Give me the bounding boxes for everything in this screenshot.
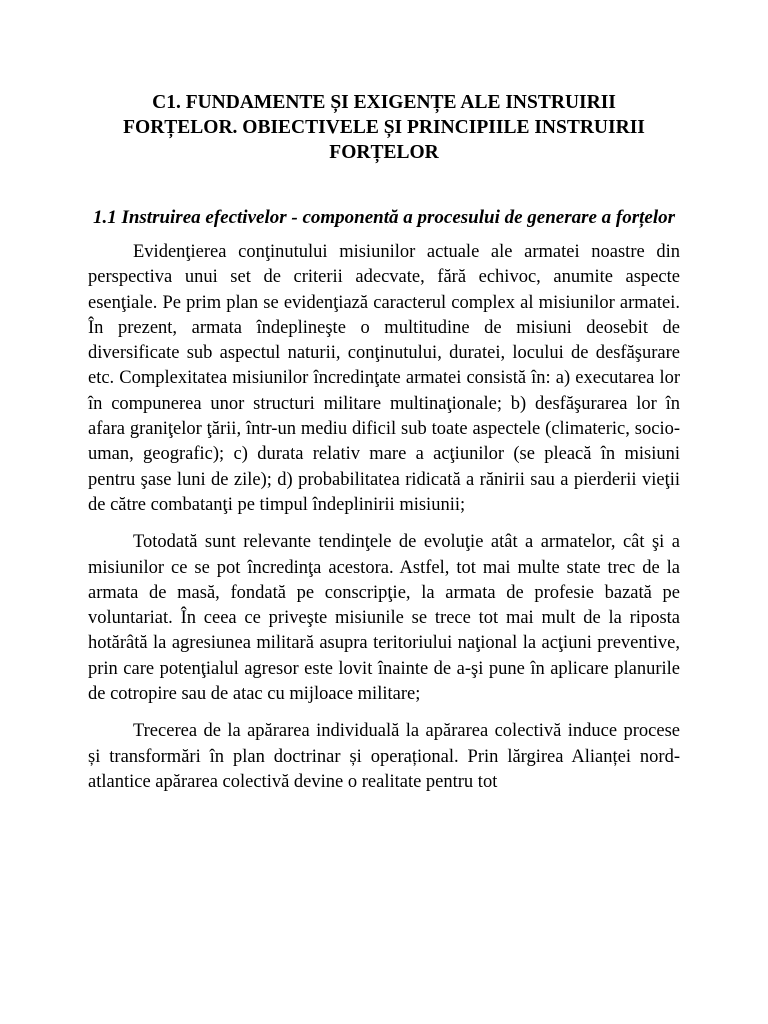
paragraph-2: Totodată sunt relevante tendinţele de evoluţie atât a armatelor, cât şi a misiunilor ce se pot încredinţa acestora. Astfel, tot mai multe state trec de la armata de masă, fondată pe conscripţie, la armata de profesie bazată pe voluntariat. În ceea ce priveşte misiunile se trece tot mai mult de la riposta hotărâtă la agresiunea militară asupra teritoriului naţional la acţiuni preventive, prin care potenţialul agresor este lovit înainte de a-şi pune în aplicare planurile de cotropire sau de atac cu mijloace militare; <box>88 532 680 705</box>
paragraph-3: Trecerea de la apărarea individuală la apărarea colectivă induce procese și transformări în plan doctrinar și operațional. Prin lărgirea Alianței nord-atlantice apărarea colectivă devine o realitate pentru tot <box>88 721 680 792</box>
section-heading: 1.1 Instruirea efectivelor - componentă a procesului de generare a forțelor <box>92 207 676 228</box>
document-title: C1. FUNDAMENTE ȘI EXIGENȚE ALE INSTRUIRII FORȚELOR. OBIECTIVELE ȘI PRINCIPIILE INSTRUIRII FORȚELOR <box>123 92 645 163</box>
paragraph-1: Evidenţierea conţinutului misiunilor actuale ale armatei noastre din perspectiva unui set de criterii adecvate, fără echivoc, anumite aspecte esenţiale. Pe prim plan se evidenţiază caracterul complex al misiunilor armatei. În prezent, armata îndeplineşte o multitudine de misiuni deosebit de diversificate sub aspectul naturii, conţinutului, duratei, locului de desfăşurare etc. Complexitatea misiunilor încredinţate armatei consistă în: a) executarea lor în compunerea unor structuri militare multinaţionale; b) desfăşurarea lor în afara graniţelor ţării, într-un mediu dificil sub toate aspectele (climateric, socio-uman, geografic); c) durata relativ mare a acţiunilor (se pleacă în misiuni pentru şase luni de zile); d) probabilitatea ridicată a rănirii sau a pierderii vieţii de către combatanţi pe timpul îndeplinirii misiunii; <box>88 242 680 515</box>
